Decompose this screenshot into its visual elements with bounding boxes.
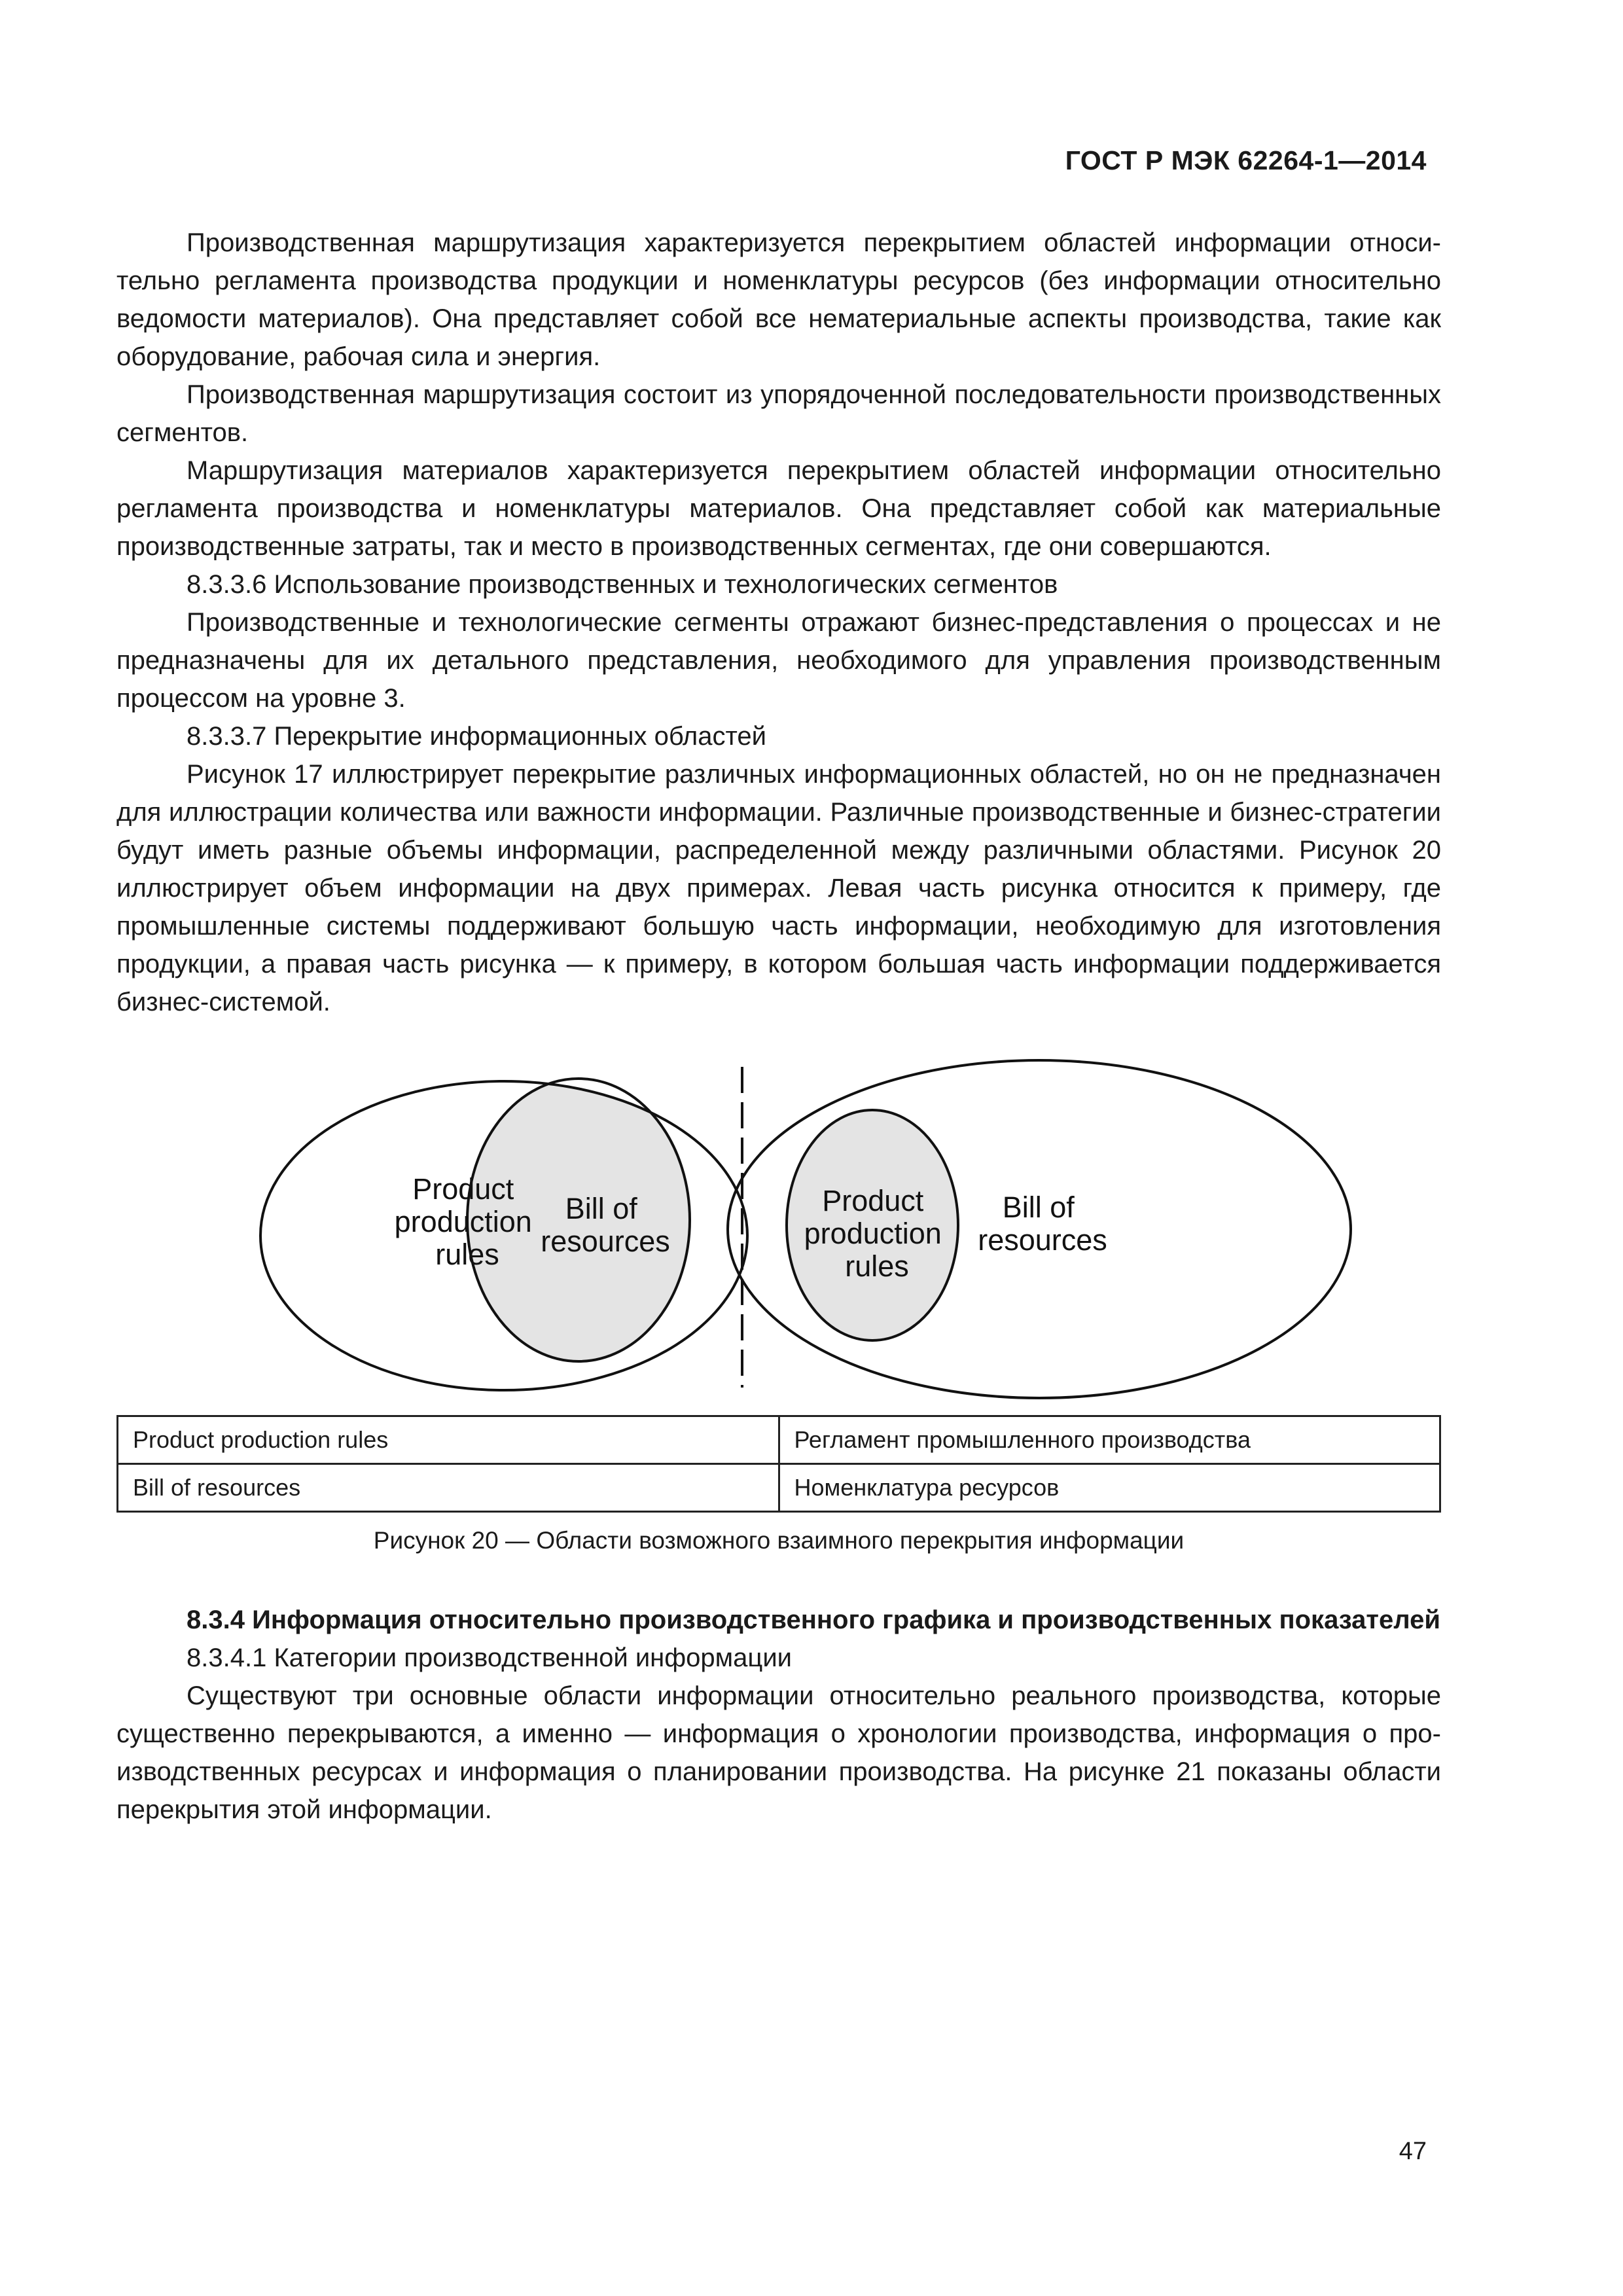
label-bill-of-resources: Bill of resources [978, 1191, 1107, 1257]
table-row [118, 1416, 1440, 1464]
standard-header: ГОСТ Р МЭК 62264-1—2014 [1065, 145, 1427, 175]
left-venn [260, 1079, 747, 1390]
table-cell: Bill of resources [118, 1464, 779, 1512]
paragraph: Производственные и технологические сегменты отражают бизнес-представления о процессах и не предназначены для их детального представления, необходимого для управления производственным процессом на уровне 3. [116, 608, 1441, 713]
page-number: 47 [1399, 2138, 1427, 2165]
body-text-bottom [116, 1601, 1441, 1829]
right-venn [728, 1060, 1351, 1398]
label-bill-of-resources: Bill of resources [541, 1192, 670, 1258]
figure-caption: Рисунок 20 — Области возможного взаимного перекрытия информации [373, 1527, 1185, 1554]
table-cell: Регламент промышленного производства [779, 1416, 1440, 1464]
table-row [118, 1464, 1440, 1512]
table-cell: Номенклатура ресурсов [779, 1464, 1440, 1512]
paragraph: Производственная маршрутизация состоит из упорядоченной последовательности производственных сегментов. [116, 380, 1441, 447]
venn-figure [116, 1047, 1441, 1401]
subsection-title: 8.3.4.1 Категории производственной информации [187, 1643, 792, 1672]
table-cell: Product production rules [118, 1416, 779, 1464]
body-text-top [116, 224, 1441, 1021]
subsection-title: 8.3.3.7 Перекрытие информационных областей [187, 722, 766, 751]
label-product-production-rules: Product production rules [804, 1184, 942, 1283]
subsection-title: 8.3.3.6 Использование производственных и технологических сегментов [187, 570, 1058, 599]
paragraph: Маршрутизация материалов характеризуется перекрытием областей информации относительно регламента производства и номенклатуры материалов. Она представляет собой как материальные производственные затраты, так и место в производственных сегментах, где они совершаются. [116, 456, 1441, 561]
venn-diagram [116, 1047, 1441, 1401]
section-heading: 8.3.4 Информация относительно производственного графика и производственных показателей [187, 1605, 1440, 1634]
label-product-production-rules: Product production rules [394, 1172, 532, 1271]
paragraph: Производственная маршрутизация характеризуется перекрытием областей информации относительно регламента производства продукции и номенклатуры ресурсов (без информации относительно ведомости материалов). Она представляет собой все нематериальные аспекты производства, такие как оборудование, рабочая сила и энергия. [116, 228, 1441, 371]
paragraph: Существуют три основные области информации относительно реального производства, которые существенно перекрываются, а именно — информация о хронологии производства, информация о производственных ресурсах и информация о планировании производства. На рисунке 21 показаны области перекрытия этой информации. [116, 1681, 1441, 1824]
paragraph: Рисунок 17 иллюстрирует перекрытие различных информационных областей, но он не предназначен для иллюстрации количества или важности информации. Различные производственные и бизнес-стратегии будут иметь разные объемы информации, распределенной между различными областями. Рисунок 20 иллюстрирует объем информации на двух примерах. Левая часть рисунка относится к примеру, где промышленные системы поддерживают большую часть информации, необходимую для изготовления продукции, а правая часть рисунка — к примеру, в котором большая часть информации поддерживается бизнес-системой. [116, 760, 1441, 1016]
legend-table [116, 1415, 1441, 1513]
